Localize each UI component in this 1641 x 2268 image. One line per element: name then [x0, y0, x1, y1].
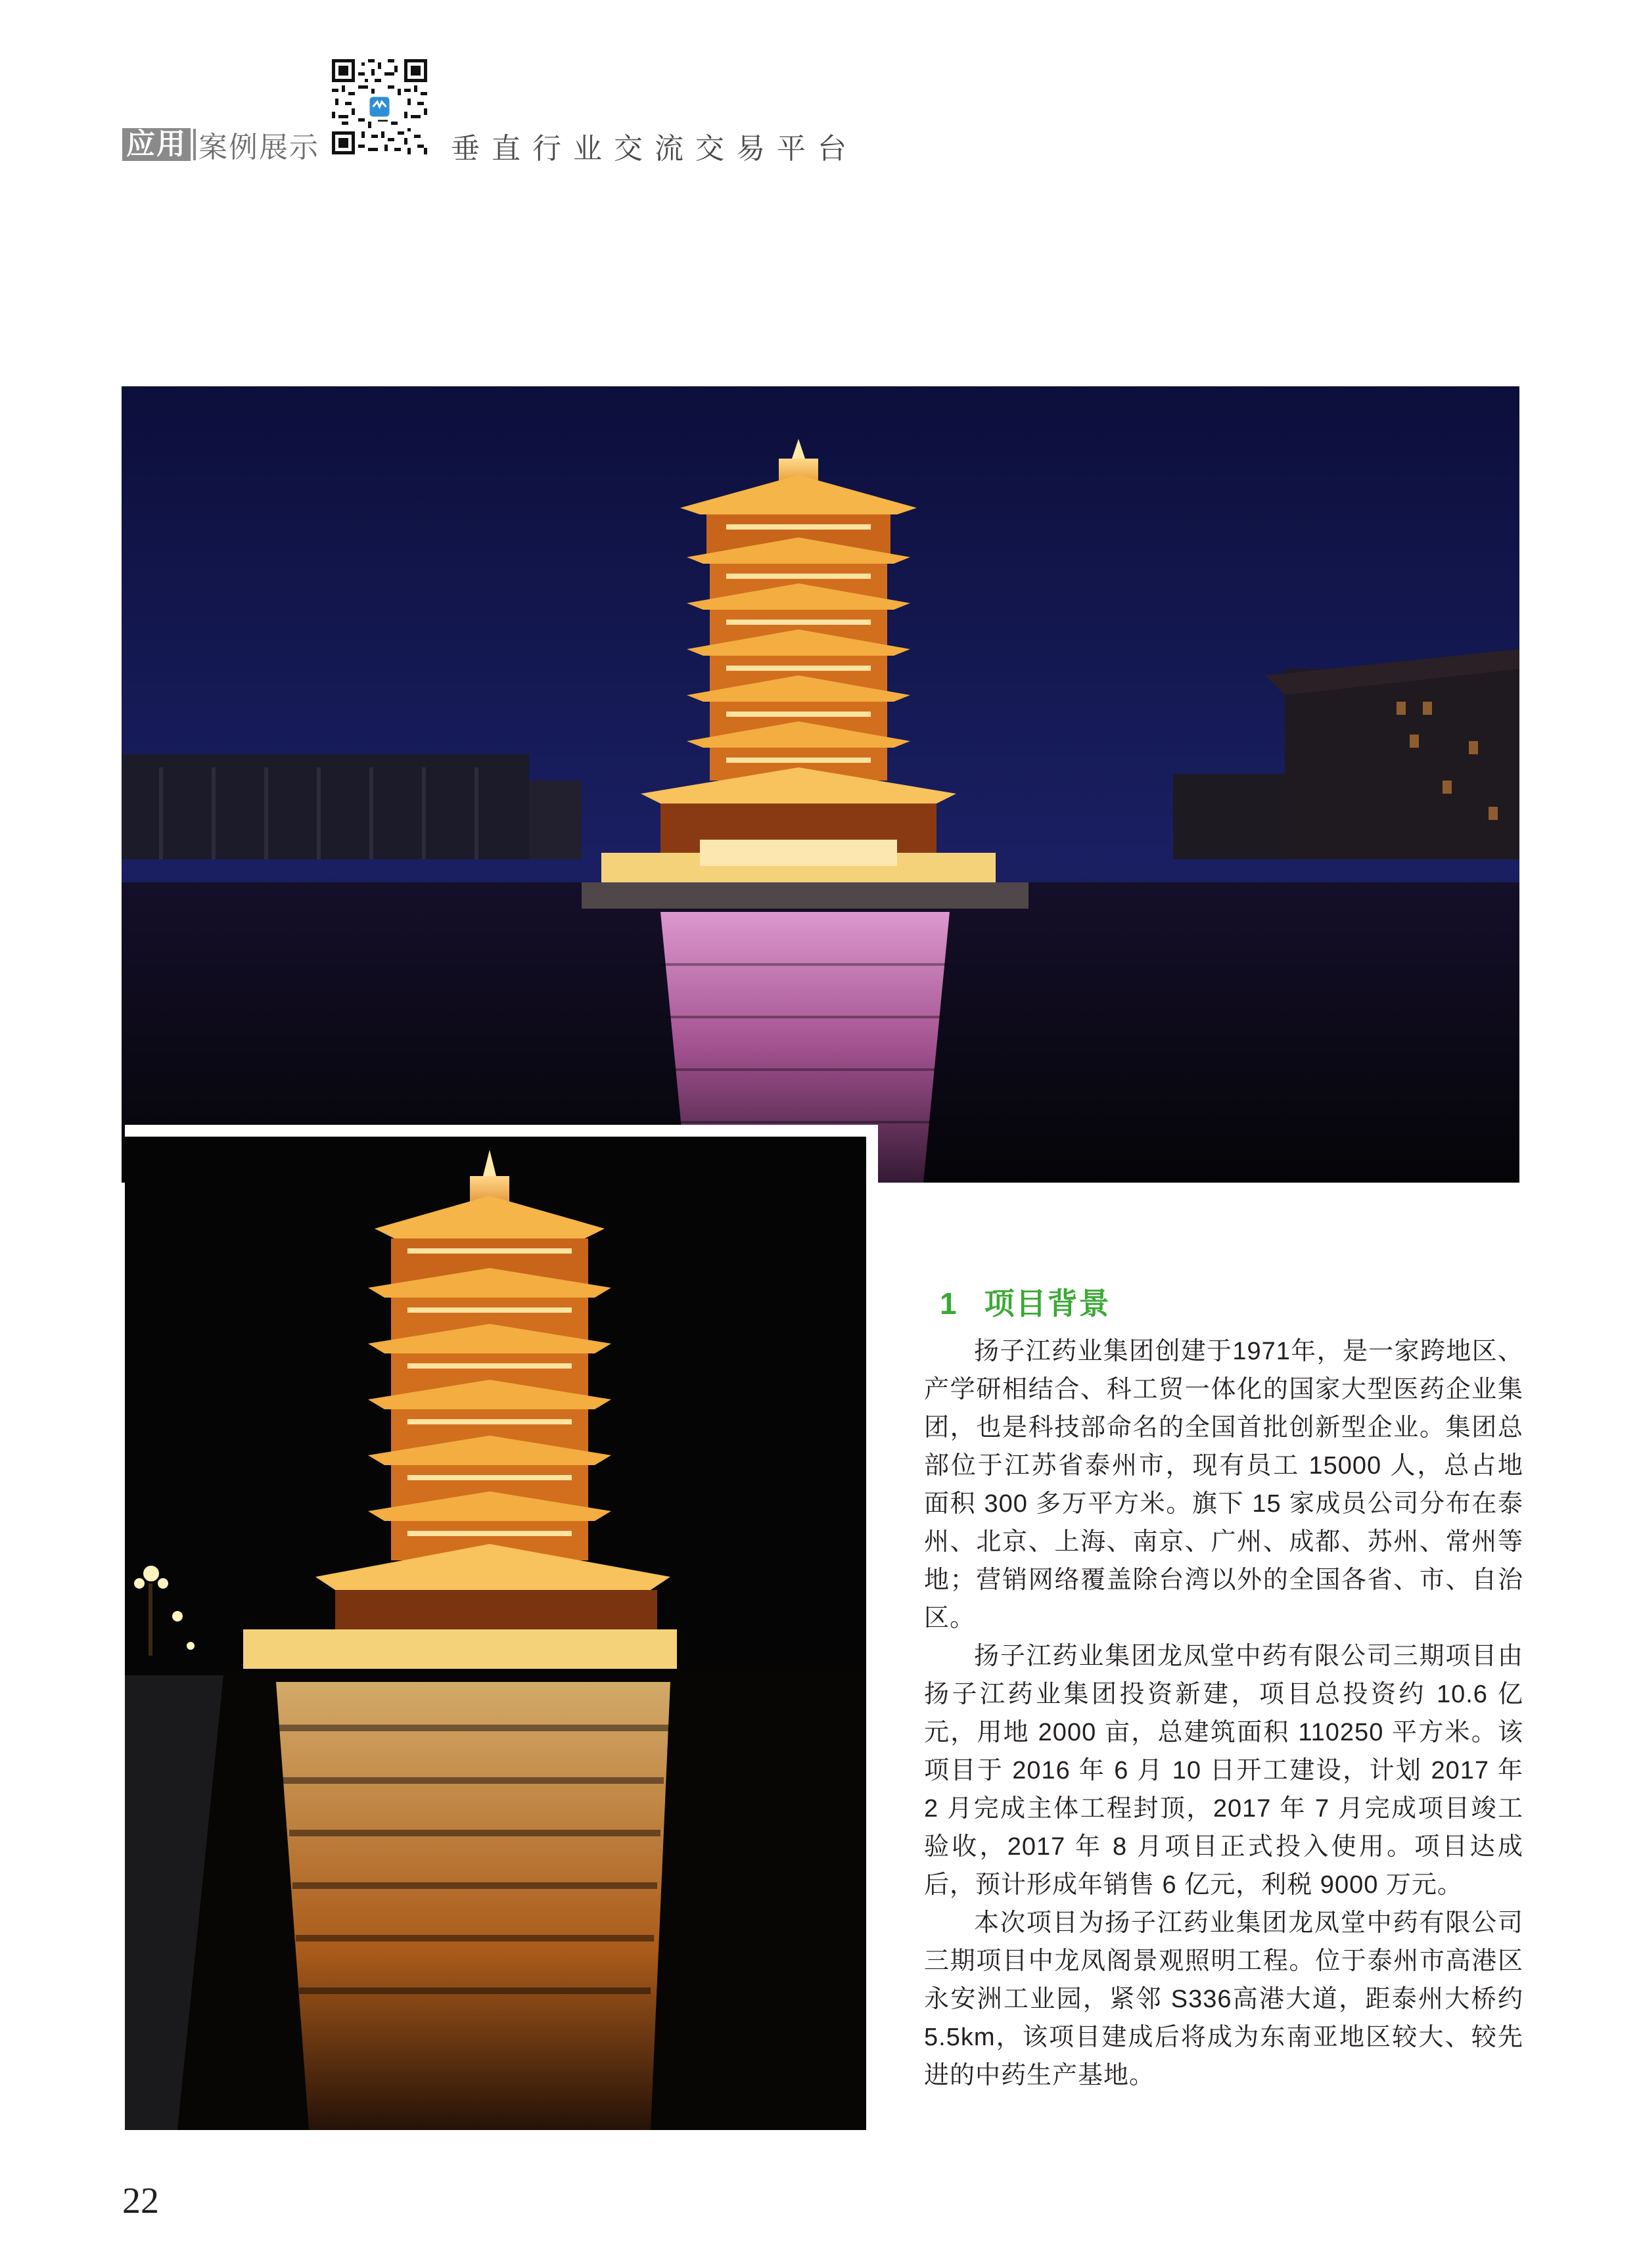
- section-heading: [940, 1280, 1523, 1323]
- section-title: 项目背景: [984, 1286, 1111, 1321]
- section-tag: [122, 128, 319, 164]
- section-number: 1: [940, 1286, 958, 1321]
- section-tag-label: 案例展示: [198, 131, 319, 164]
- paragraph-3: 本次项目为扬子江药业集团龙凤堂中药有限公司三期项目中龙凤阁景观照明工程。位于泰州市高港区永安洲工业园，紧邻 S336高港大道，距泰州大桥约 5.5km，该项目建成后将成为东南亚地区较大、较先进的中药生产基地。: [924, 1909, 1523, 2089]
- paragraph-2: 扬子江药业集团龙凤堂中药有限公司三期项目由扬子江药业集团投资新建，项目总投资约 10.6 亿元，用地 2000 亩，总建筑面积 110250 平方米。该项目于 2016 年 6 月 10 日开工建设，计划 2017 年 2 月完成主体工程封顶，2017 年 7 月完成项目竣工验收，2017 年 8 月项目正式投入使用。项目达成后，预计形成年销售 6 亿元，利税 9000 万元。: [924, 1643, 1523, 1899]
- pagoda-dusk-photo: [122, 386, 1519, 1183]
- header-slogan: 垂直行业交流交易平台: [451, 133, 858, 165]
- pagoda-night-photo: [125, 1125, 878, 2130]
- page-number: 22: [122, 2181, 159, 2221]
- section-tag-box: 应用: [122, 128, 191, 161]
- section-tag-divider: [193, 129, 196, 160]
- paragraph-1: 扬子江药业集团创建于1971年，是一家跨地区、产学研相结合、科工贸一体化的国家大型医药企业集团，也是科技部命名的全国首批创新型企业。集团总部位于江苏省泰州市，现有员工 15000 人，总占地面积 300 多万平方米。旗下 15 家成员公司分布在泰州、北京、上海、南京、广州、成都、苏州、常州等地；营销网络覆盖除台湾以外的全国各省、市、自治区。: [924, 1338, 1523, 1632]
- article-body: [924, 1280, 1523, 2095]
- qr-code-icon[interactable]: [332, 59, 427, 154]
